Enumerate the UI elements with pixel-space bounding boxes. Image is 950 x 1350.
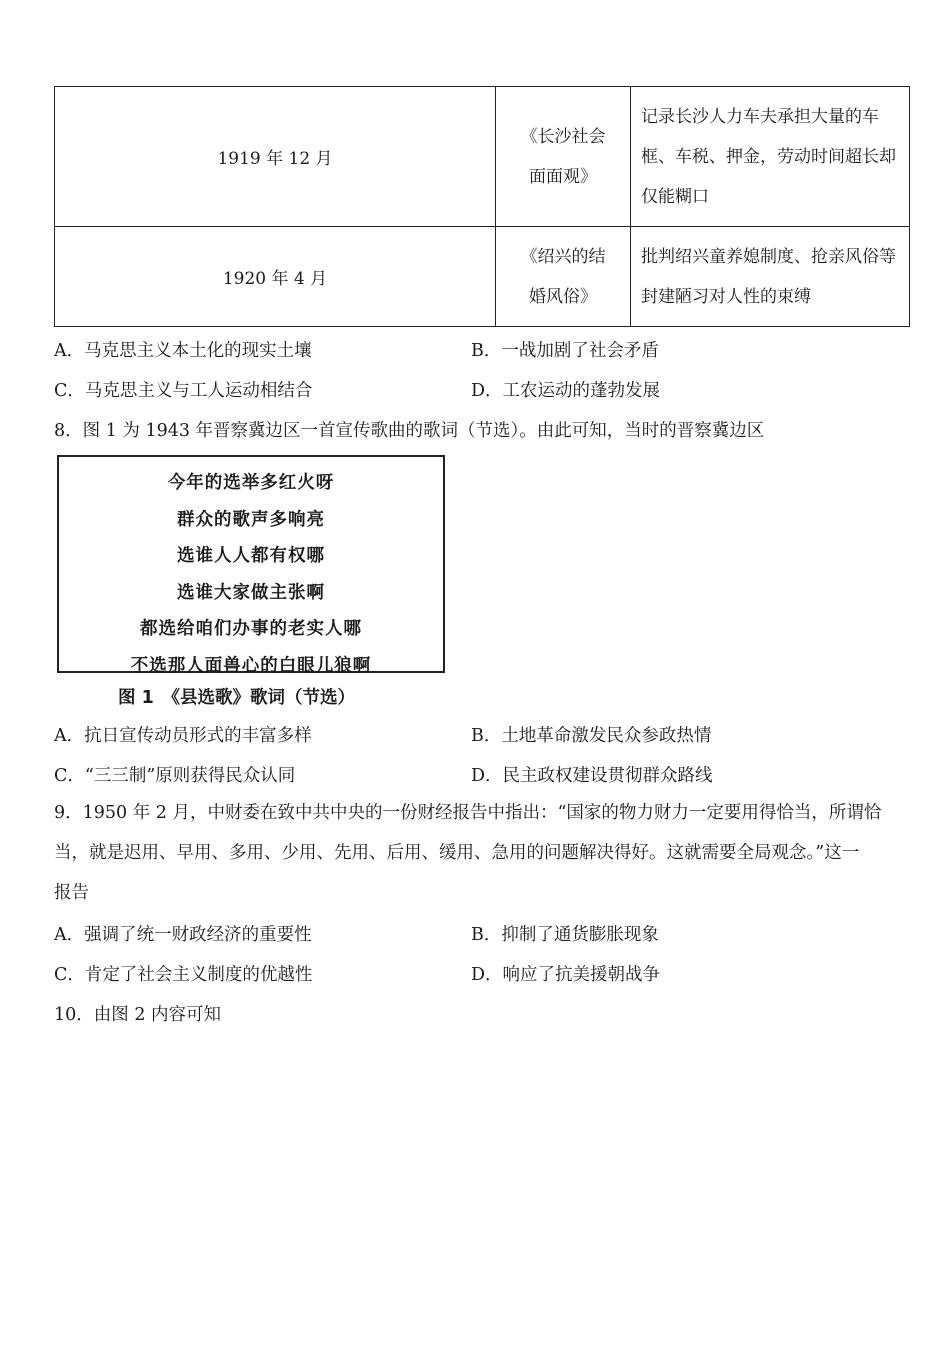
q8-option-b bbox=[471, 722, 711, 747]
lyric-line: 不选那人面兽心的白眼儿狼啊 bbox=[130, 655, 372, 676]
q7-option-d bbox=[471, 377, 660, 402]
lyric-line: 都选给咱们办事的老实人哪 bbox=[140, 619, 362, 639]
option-letter: B． bbox=[471, 341, 502, 361]
q9-stem-line: 9．1950 年 2 月，中财委在致中共中央的一份财经报告中指出：“国家的物力财力一定要用得恰当，所谓恰 bbox=[54, 803, 882, 823]
option-letter: D． bbox=[471, 766, 503, 786]
document-title-line: 《绍兴的结 bbox=[520, 246, 606, 267]
q9-stem-line: 当，就是迟用、早用、多用、少用、先用、后用、缓用、急用的问题解决得好。这就需要全局观念。”这一 bbox=[54, 843, 860, 863]
option-letter: B． bbox=[471, 925, 502, 945]
option-letter: D． bbox=[471, 965, 503, 985]
table-row bbox=[55, 227, 910, 327]
table-cell-document bbox=[496, 87, 631, 227]
option-letter: A． bbox=[54, 341, 85, 361]
option-letter: D． bbox=[471, 381, 503, 401]
option-letter: A． bbox=[54, 726, 85, 746]
q7-option-b bbox=[471, 337, 659, 362]
option-text: 土地革命激发民众参政热情 bbox=[501, 726, 712, 746]
lyric-line: 选谁大家做主张啊 bbox=[177, 582, 325, 603]
q8-option-d bbox=[471, 762, 713, 787]
lyric-line: 今年的选举多红火呀 bbox=[167, 473, 335, 493]
table-row bbox=[55, 87, 910, 227]
option-letter: C． bbox=[54, 965, 85, 985]
option-text: 抗日宣传动员形式的丰富多样 bbox=[84, 726, 312, 746]
table-cell-description bbox=[631, 227, 910, 327]
q10-stem: 10．由图 2 内容可知 bbox=[54, 1005, 222, 1025]
description-line: 仅能糊口 bbox=[641, 186, 709, 207]
option-text: 响应了抗美援朝战争 bbox=[502, 965, 661, 985]
table-cell-document bbox=[496, 227, 631, 327]
description-line: 框、车税、押金，劳动时间超长却 bbox=[641, 146, 896, 167]
option-text: 强调了统一财政经济的重要性 bbox=[84, 925, 312, 945]
table-cell-description bbox=[631, 87, 910, 227]
option-text: 肯定了社会主义制度的优越性 bbox=[84, 965, 313, 985]
q8-option-c bbox=[54, 762, 295, 787]
lyrics-box bbox=[57, 455, 445, 676]
option-letter: A． bbox=[54, 925, 85, 945]
option-text: 工农运动的蓬勃发展 bbox=[502, 381, 661, 401]
q7-option-a bbox=[54, 337, 312, 362]
table-cell-date: 1920 年 4 月 bbox=[55, 227, 496, 327]
q8-stem: 8．图 1 为 1943 年晋察冀边区一首宣传歌曲的歌词（节选）。由此可知，当时的晋察冀边区 bbox=[54, 421, 765, 441]
q9-option-b bbox=[471, 921, 659, 946]
q9-stem-line: 报告 bbox=[54, 883, 89, 903]
lyric-line: 群众的歌声多响亮 bbox=[177, 509, 325, 530]
option-text: 民主政权建设贯彻群众路线 bbox=[502, 766, 713, 786]
document-table bbox=[54, 86, 910, 327]
q9-option-c bbox=[54, 961, 312, 986]
figure-caption: 图 1 《县选歌》歌词（节选） bbox=[118, 688, 356, 708]
description-line: 封建陋习对人性的束缚 bbox=[641, 286, 811, 307]
option-text: 马克思主义本土化的现实土壤 bbox=[84, 341, 312, 361]
document-title-line: 《长沙社会 bbox=[520, 126, 606, 147]
q9-option-a bbox=[54, 921, 312, 946]
q9-option-d bbox=[471, 961, 660, 986]
table-cell-date: 1919 年 12 月 bbox=[55, 87, 496, 227]
option-text: 马克思主义与工人运动相结合 bbox=[84, 381, 313, 401]
option-letter: B． bbox=[471, 726, 502, 746]
q8-option-a bbox=[54, 722, 312, 747]
option-letter: C． bbox=[54, 381, 85, 401]
document-title-line: 婚风俗》 bbox=[529, 286, 597, 307]
option-text: 一战加剧了社会矛盾 bbox=[501, 341, 659, 361]
description-line: 记录长沙人力车夫承担大量的车 bbox=[641, 106, 879, 127]
description-line: 批判绍兴童养媳制度、抢亲风俗等 bbox=[641, 246, 896, 267]
lyric-line: 选谁人人都有权哪 bbox=[177, 546, 325, 566]
q9-stem bbox=[54, 793, 904, 913]
option-letter: C． bbox=[54, 766, 85, 786]
document-title-line: 面面观》 bbox=[529, 166, 597, 187]
q7-option-c bbox=[54, 377, 312, 402]
option-text: “三三制”原则获得民众认同 bbox=[84, 766, 296, 786]
option-text: 抑制了通货膨胀现象 bbox=[501, 925, 659, 945]
